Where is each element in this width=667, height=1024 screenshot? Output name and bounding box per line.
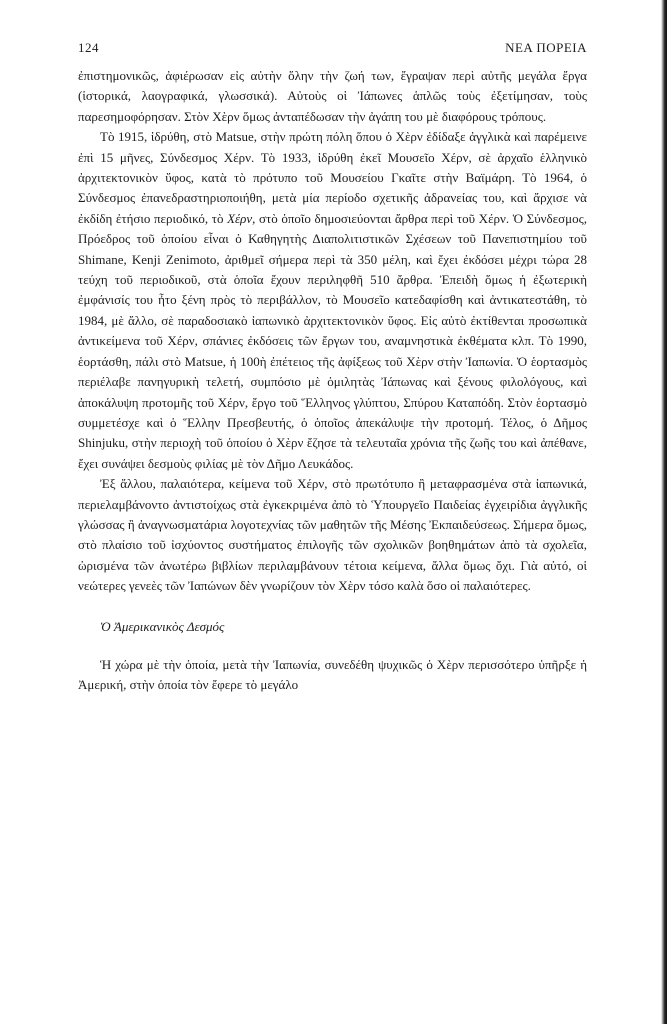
- page-number: 124: [78, 40, 99, 55]
- page-edge-shadow: [661, 0, 667, 1024]
- paragraph: ἐπιστημονικῶς, ἀφιέρωσαν εἰς αὐτὴν ὅλην τὴν ζωή των, ἔγραψαν περὶ αὐτῆς μεγάλα ἔργα (ἱστορικά, λαογραφικά, γλωσσικά). Αὐτοὺς οἱ Ἰάπωνες ἁπλῶς τοὺς ἐξετίμησαν, τοὺς παρεσημοφόρησαν. Στὸν Χὲρν ὅμως ἀνταπέδωσαν τὴν ἀγάπη του μὲ διαφόρους τρόπους.: [78, 68, 587, 124]
- section-heading: Ὁ Ἀμερικανικὸς Δεσμός: [100, 618, 225, 634]
- running-title: ΝΕΑ ΠΟΡΕΙΑ: [505, 40, 587, 55]
- paragraph-text: , στὸ ὁποῖο δημοσιεύονται ἄρθρα περὶ τοῦ Χέρν. Ὁ Σύνδεσμος, Πρόεδρος τοῦ ὁποίου εἶναι ὁ Καθηγητὴς Διαπολιτιστικῶν Σχέσεων τοῦ Πανεπιστημίου τοῦ Shimane, Kenji Zenimoto, ἀριθμεῖ σήμερα περὶ τὰ 350 μέλη, καὶ ἔχει ἐκδόσει μέχρι τώρα 28 τεύχη τοῦ περιοδικοῦ, στὰ ὁποῖα ἔχουν περιληφθῆ 510 ἄρθρα. Ἐπειδὴ ὅμως ἡ ἐξωτερικὴ ἐμφάνισίς του ἦτο ξένη πρὸς τὸ περιβάλλον, τὸ Μουσεῖο κατεδαφίσθη καὶ ἀντικατεστάθη, τὸ 1984, μὲ ἄλλο, σὲ παραδοσιακὸ ἰαπωνικὸ ἀρχιτεκτονικὸν ὕφος. Εἰς αὐτὸ ἐκτίθενται προσωπικὰ ἀντικείμενα τοῦ Χέρν, σπάνιες ἐκδόσεις τῶν ἔργων του, αναμνηστικὰ ἐκθέματα κλπ. Τὸ 1990, ἑορτάσθη, πάλι στὸ Matsue, ἡ 100ὴ ἐπέτειος τῆς ἀφίξεως τοῦ Χὲρν στὴν Ἰαπωνία. Ὁ ἑορτασμὸς περιέλαβε πανηγυρικὴ τελετή, συμπόσιο μὲ ὁμιλητὰς Ἰάπωνας καὶ ξένους φιλολόγους, καὶ ἀποκάλυψη προτομῆς τοῦ Χέρν, ἔργο τοῦ Ἕλληνος γλύπτου, Σπύρου Καταπόδη. Στὸν ἑορτασμὸ συμμετέσχε καὶ ὁ Ἕλλην Πρεσβευτής, ὁ ὁποῖος ἀπεκάλυψε τὴν προτομή. Τέλος, ὁ Δῆμος Shinjuku, στὴν περιοχὴ τοῦ ὁποίου ὁ Χὲρν ἔζησε τὰ τελευταῖα χρόνια τῆς ζωῆς του καὶ ἀπέθανε, ἔχει συνάψει δεσμοὺς φιλίας μὲ τὸν Δῆμο Λευκάδος.: [78, 210, 587, 471]
- page-header: [78, 40, 587, 56]
- journal-title: Χέρν: [227, 210, 253, 226]
- body-text: [78, 66, 587, 696]
- paragraph-text: Τὸ 1915, ἱδρύθη, στὸ Matsue, στὴν πρώτη πόλη ὅπου ὁ Χὲρν ἐδίδαξε ἀγγλικὰ καὶ παρέμεινε ἐπὶ 15 μῆνες, Σύνδεσμος Χέρν. Τὸ 1933, ἱδρύθη ἐκεῖ Μουσεῖο Χέρν, σὲ ἀρχαῖο ἑλληνικὸ ἀρχιτεκτονικὸν ὕφος, κατὰ τὸ πρότυπο τοῦ Μουσείου Γκαῖτε στὴν Βαϊμάρη. Τὸ 1964, ὁ Σύνδεσμος ἐπανεδραστηριοποιήθη, μετὰ μία περίοδο σχετικῆς ἀδρανείας του, καὶ ἄρχισε νὰ ἐκδίδη ἐτήσιο περιοδικό, τὸ: [78, 129, 587, 226]
- paragraph: Ἡ χώρα μὲ τὴν ὁποία, μετὰ τὴν Ἰαπωνία, συνεδέθη ψυχικῶς ὁ Χὲρν περισσότερο ὑπῆρξε ἡ Ἀμερική, στὴν ὁποία τὸν ἔφερε τὸ μεγάλο: [78, 656, 587, 693]
- paragraph: [78, 127, 587, 474]
- paragraph: Ἐξ ἄλλου, παλαιότερα, κείμενα τοῦ Χέρν, στὸ πρωτότυπο ἢ μεταφρασμένα στὰ ἰαπωνικά, περιελαμβάνοντο ἀντιστοίχως στὰ ἐγκεκριμένα ἀπὸ τὸ Ὑπουργεῖο Παιδείας ἐγχειρίδια ἀγγλικῆς γλώσσας ἢ ἀναγνωσματάρια λογοτεχνίας τῶν μαθητῶν τῆς Μέσης Ἐκπαιδεύσεως. Σήμερα ὅμως, στὸ πλαίσιο τοῦ ἰσχύοντος συστήματος ἐπιλογῆς τῶν σχολικῶν βοηθημάτων ἀπὸ τὰ σχολεῖα, ὡρισμένα τῶν ἀνωτέρω βιβλίων περιλαμβάνουν τέτοια κείμενα, ἄλλα ὅμως ὄχι. Γιὰ αὐτό, οἱ νεώτερες γενεὲς τῶν Ἰαπώνων δὲν γνωρίζουν τὸν Χὲρν τόσο καλὰ ὅσο οἱ παλαιότερες.: [78, 476, 587, 594]
